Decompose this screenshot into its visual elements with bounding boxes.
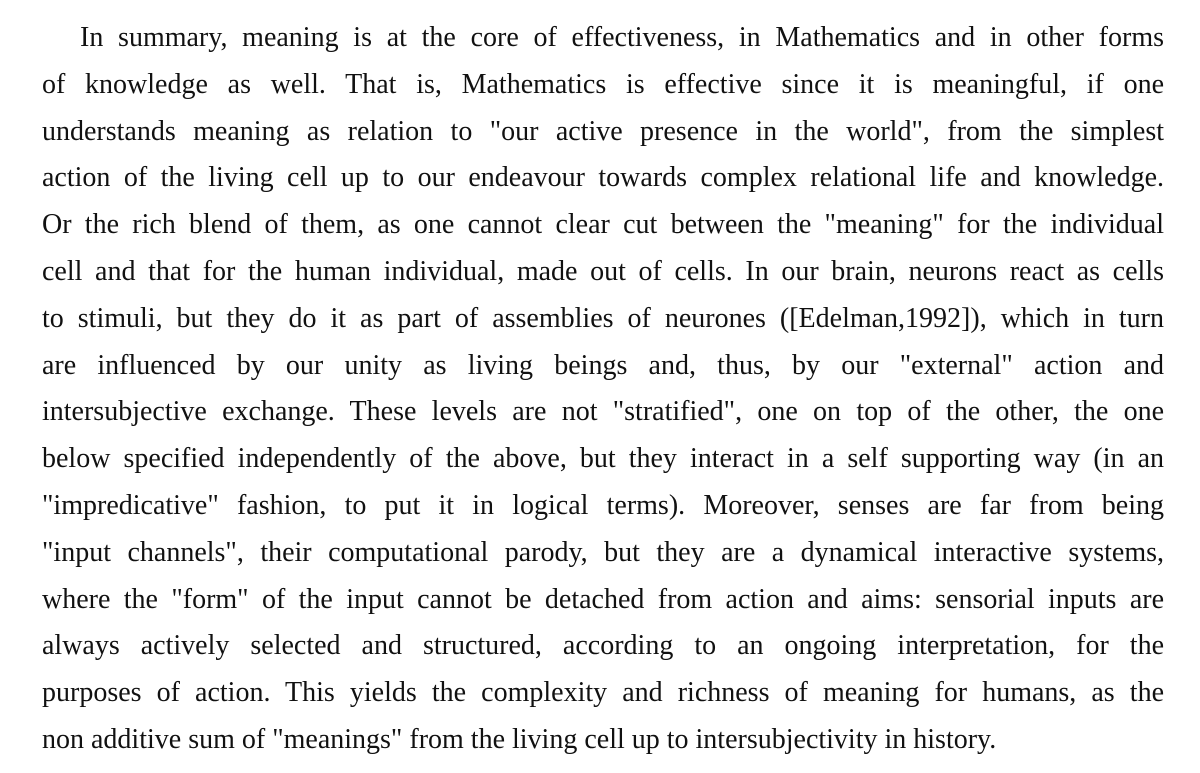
text-line: to stimuli, but they do it as part of assemblies of neurones ([Edelman,1992]), which in turn	[42, 302, 1164, 334]
summary-paragraph	[42, 15, 1164, 764]
text-line: intersubjective exchange. These levels are not "stratified", one on top of the other, the one	[42, 396, 1164, 428]
text-line: cell and that for the human individual, made out of cells. In our brain, neurons react as cells	[42, 255, 1164, 287]
text-line: "impredicative" fashion, to put it in logical terms). Moreover, senses are far from being	[42, 489, 1164, 521]
text-line: below specified independently of the above, but they interact in a self supporting way (in an	[42, 443, 1164, 475]
text-line: always actively selected and structured, according to an ongoing interpretation, for the	[42, 630, 1164, 662]
text-line: are influenced by our unity as living beings and, thus, by our "external" action and	[42, 349, 1164, 381]
text-line: Or the rich blend of them, as one cannot clear cut between the "meaning" for the individual	[42, 209, 1164, 241]
text-line: non additive sum of "meanings" from the living cell up to intersubjectivity in history.	[42, 723, 997, 755]
text-line: understands meaning as relation to "our active presence in the world", from the simplest	[42, 115, 1164, 147]
text-line: In summary, meaning is at the core of effectiveness, in Mathematics and in other forms	[80, 22, 1164, 53]
text-line: where the "form" of the input cannot be detached from action and aims: sensorial inputs are	[42, 583, 1164, 615]
text-line: action of the living cell up to our endeavour towards complex relational life and knowledge.	[42, 162, 1164, 194]
text-line: of knowledge as well. That is, Mathematics is effective since it is meaningful, if one	[42, 68, 1164, 100]
text-line: "input channels", their computational parody, but they are a dynamical interactive systems,	[42, 536, 1164, 568]
text-line: purposes of action. This yields the complexity and richness of meaning for humans, as the	[42, 677, 1164, 709]
